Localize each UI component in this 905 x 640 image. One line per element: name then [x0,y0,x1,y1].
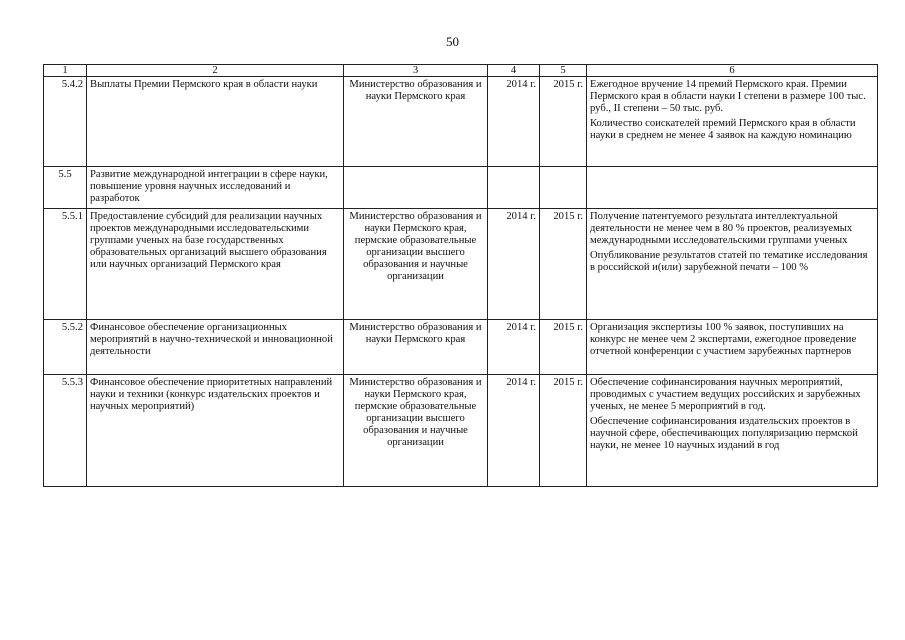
row-executor: Министерство образования и науки Пермского края [344,320,488,375]
row-start-year: 2014 г. [488,209,540,320]
row-measure-name: Финансовое обеспечение организационных мероприятий в научно-технической и инновационной деятельности [87,320,344,375]
result-paragraph: Обеспечение софинансирования издательских проектов в научной сфере, обеспечивающих популяризацию пермской науки, не менее 10 научных изданий в год [590,416,858,451]
column-number-header: 1 [44,65,87,77]
result-paragraph: Ежегодное вручение 14 премий Пермского края. Премии Пермского края в области науки I степени в размере 100 тыс. руб., II степени – 50 тыс. руб. [590,79,866,114]
row-start-year: 2014 г. [488,77,540,167]
column-end-header: 5 [540,65,587,77]
column-name-header: 2 [87,65,344,77]
row-result [587,320,878,375]
row-result [587,167,878,209]
row-number: 5.5.3 [44,375,87,487]
table-header-row [44,65,878,77]
result-paragraph: Получение патентуемого результата интеллектуальной деятельности не менее чем в 80 % проектов, реализуемых международными исследовательскими группами ученых [590,211,853,246]
table-row [44,375,878,487]
row-executor: Министерство образования и науки Пермского края [344,77,488,167]
table-row [44,77,878,167]
row-end-year [540,167,587,209]
row-measure-name: Выплаты Премии Пермского края в области науки [87,77,344,167]
row-number: 5.5.1 [44,209,87,320]
row-executor [344,167,488,209]
result-paragraph: Количество соискателей премий Пермского края в области науки в среднем не менее 4 заявок на каждую номинацию [590,118,856,141]
row-result [587,209,878,320]
column-start-header: 4 [488,65,540,77]
row-result [587,375,878,487]
row-end-year: 2015 г. [540,375,587,487]
result-paragraph: Опубликование результатов статей по тематике исследования в российской и(или) зарубежной печати – 100 % [590,250,868,273]
measures-table [43,64,878,487]
row-measure-name: Предоставление субсидий для реализации научных проектов международными исследовательскими группами ученых на базе государственных образовательных организаций высшего образования или научных организаций Пермского края [87,209,344,320]
table-row [44,209,878,320]
page-number: 50 [446,34,459,49]
table-row [44,167,878,209]
row-measure-name: Финансовое обеспечение приоритетных направлений науки и техники (конкурс издательских проектов и научных мероприятий) [87,375,344,487]
row-start-year: 2014 г. [488,320,540,375]
row-measure-name: Развитие международной интеграции в сфере науки, повышение уровня научных исследований и разработок [87,167,344,209]
column-executor-header: 3 [344,65,488,77]
row-end-year: 2015 г. [540,320,587,375]
row-number: 5.5.2 [44,320,87,375]
row-start-year [488,167,540,209]
row-number: 5.4.2 [44,77,87,167]
row-end-year: 2015 г. [540,209,587,320]
result-paragraph: Обеспечение софинансирования научных мероприятий, проводимых с участием ведущих российских и зарубежных ученых, не менее 5 мероприятий в год. [590,377,861,412]
row-end-year: 2015 г. [540,77,587,167]
row-start-year: 2014 г. [488,375,540,487]
table-row [44,320,878,375]
row-executor: Министерство образования и науки Пермского края, пермские образовательные организации высшего образования и научные организации [344,209,488,320]
result-paragraph: Организация экспертизы 100 % заявок, поступивших на конкурс не менее чем 2 экспертами, ежегодное проведение отчетной конференции с участием зарубежных партнеров [590,322,857,357]
row-result [587,77,878,167]
column-result-header: 6 [587,65,878,77]
row-executor: Министерство образования и науки Пермского края, пермские образовательные организации высшего образования и научные организации [344,375,488,487]
row-number: 5.5 [44,167,87,209]
